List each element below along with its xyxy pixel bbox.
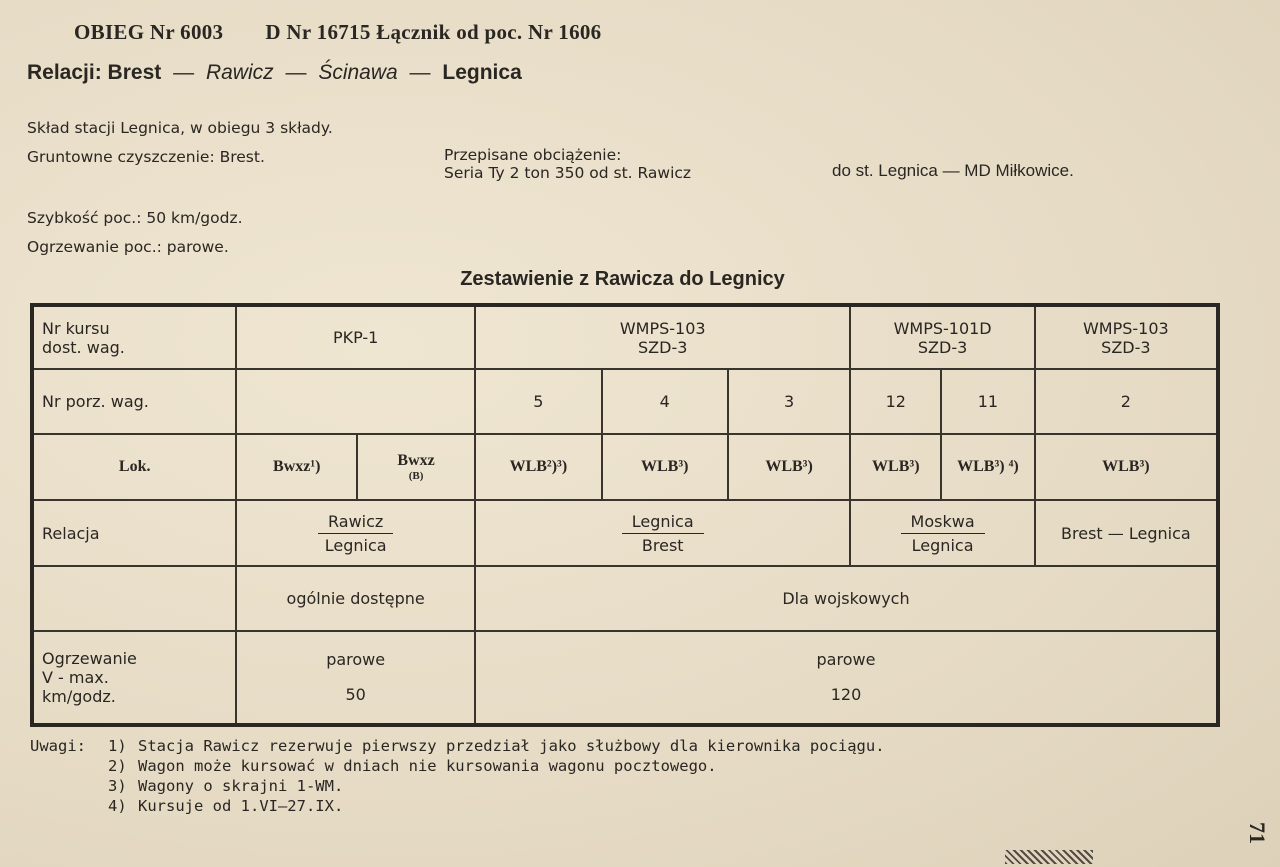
table-row bbox=[32, 500, 1218, 566]
wagon-type-cell bbox=[357, 434, 475, 500]
heating-speed-cell bbox=[236, 631, 475, 725]
load-label: Przepisane obciążenie: bbox=[444, 146, 622, 164]
route-line bbox=[27, 61, 522, 85]
course-railway: SZD-3 bbox=[1101, 337, 1151, 357]
relation-to: Brest bbox=[641, 535, 684, 555]
route-stop: Brest bbox=[107, 61, 162, 84]
load-value: Seria Ty 2 ton 350 od st. Rawicz bbox=[444, 164, 692, 182]
relation-to: Legnica bbox=[911, 535, 974, 555]
wagon-number-cell: 4 bbox=[602, 369, 728, 433]
note-item bbox=[30, 736, 885, 756]
wagon-type-sub: (B) bbox=[408, 469, 424, 482]
heating-info: Ogrzewanie poc.: parowe. bbox=[27, 238, 229, 256]
row-label: Relacja bbox=[32, 500, 236, 566]
relation-cell bbox=[475, 500, 851, 566]
relation-cell bbox=[850, 500, 1034, 566]
row-label-line: V - max. bbox=[42, 667, 109, 687]
route-stop: Legnica bbox=[442, 61, 522, 84]
route-separator: — bbox=[285, 61, 307, 84]
row-label-line: Nr kursu bbox=[42, 318, 110, 338]
route-separator: — bbox=[409, 61, 431, 84]
course-number: PKP-1 bbox=[332, 328, 379, 348]
row-label-line: Ogrzewanie bbox=[42, 648, 137, 668]
heating-speed-cell bbox=[475, 631, 1218, 725]
table-row bbox=[32, 434, 1218, 500]
wagon-number-cell: 11 bbox=[941, 369, 1035, 433]
relation-cell: Brest — Legnica bbox=[1035, 500, 1218, 566]
wagon-number-cell: 12 bbox=[850, 369, 941, 433]
wagon-type-cell: WLB³) bbox=[1035, 434, 1218, 500]
wagon-number-cell: 3 bbox=[728, 369, 851, 433]
course-cell bbox=[475, 305, 851, 369]
table-title: Zestawienie z Rawicza do Legnicy bbox=[460, 268, 785, 290]
load-destination: do st. Legnica — MD Miłkowice. bbox=[832, 161, 1074, 180]
heating-type: parowe bbox=[326, 650, 386, 670]
course-railway: SZD-3 bbox=[638, 337, 688, 357]
set-info: Skład stacji Legnica, w obiegu 3 składy. bbox=[27, 119, 333, 137]
course-cell bbox=[850, 305, 1034, 369]
row-label-line: dost. wag. bbox=[42, 337, 125, 357]
relation-from: Legnica bbox=[622, 512, 704, 534]
page-number: 71 bbox=[1245, 822, 1270, 844]
course-railway: SZD-3 bbox=[917, 337, 968, 357]
wagon-number-cell: 2 bbox=[1035, 369, 1218, 433]
route-separator: — bbox=[173, 61, 195, 84]
note-number: 1) bbox=[108, 737, 127, 755]
course-number: WMPS-101D bbox=[893, 318, 992, 338]
print-mark bbox=[1005, 850, 1093, 864]
wagon-number-cell bbox=[236, 369, 475, 433]
relation-cell bbox=[236, 500, 475, 566]
note-text: Wagon może kursować w dniach nie kursowania wagonu pocztowego. bbox=[138, 757, 717, 775]
train-number: D Nr 16715 Łącznik od poc. Nr 1606 bbox=[265, 20, 602, 44]
wagon-type-cell: WLB³) bbox=[850, 434, 941, 500]
availability-cell: ogólnie dostępne bbox=[236, 566, 475, 630]
note-item bbox=[30, 796, 885, 816]
table-row bbox=[32, 305, 1218, 369]
route-stop: Rawicz bbox=[205, 61, 274, 84]
course-cell bbox=[1035, 305, 1218, 369]
max-speed: 50 bbox=[345, 685, 366, 705]
note-item bbox=[30, 756, 885, 776]
heating-type: parowe bbox=[816, 650, 876, 670]
table-row bbox=[32, 369, 1218, 433]
row-label: Lok. bbox=[32, 434, 236, 500]
wagon-type-cell: WLB²)³) bbox=[475, 434, 602, 500]
relation-from: Rawicz bbox=[318, 512, 393, 534]
note-text: Wagony o skrajni 1-WM. bbox=[138, 777, 344, 795]
notes bbox=[30, 736, 885, 816]
cleaning-info: Gruntowne czyszczenie: Brest. bbox=[27, 148, 265, 166]
course-number: WMPS-103 bbox=[619, 318, 706, 338]
wagon-type-cell: WLB³) ⁴) bbox=[941, 434, 1035, 500]
wagon-type-cell: WLB³) bbox=[602, 434, 728, 500]
row-label: Nr porz. wag. bbox=[32, 369, 236, 433]
relation-from: Moskwa bbox=[901, 512, 985, 534]
speed-info: Szybkość poc.: 50 km/godz. bbox=[27, 209, 243, 227]
wagon-type-cell: Bwxz¹) bbox=[236, 434, 357, 500]
row-label bbox=[32, 631, 236, 725]
note-text: Stacja Rawicz rezerwuje pierwszy przedział jako służbowy dla kierownika pociągu. bbox=[138, 737, 885, 755]
note-number: 4) bbox=[108, 797, 127, 815]
row-label-line: km/godz. bbox=[42, 686, 116, 706]
route-stop: Ścinawa bbox=[318, 61, 398, 84]
note-item bbox=[30, 776, 885, 796]
note-text: Kursuje od 1.VI—27.IX. bbox=[138, 797, 344, 815]
relation-to: Legnica bbox=[324, 535, 387, 555]
max-speed: 120 bbox=[830, 685, 862, 705]
availability-cell: Dla wojskowych bbox=[475, 566, 1218, 630]
row-label bbox=[32, 566, 236, 630]
wagon-type-cell: WLB³) bbox=[728, 434, 851, 500]
course-cell bbox=[236, 305, 475, 369]
course-number: WMPS-103 bbox=[1082, 318, 1169, 338]
table-row bbox=[32, 566, 1218, 630]
wagon-type: Bwxz bbox=[397, 451, 435, 469]
header-line-1 bbox=[74, 20, 601, 45]
notes-label: Uwagi: bbox=[30, 737, 86, 755]
composition-table bbox=[30, 303, 1220, 727]
note-number: 3) bbox=[108, 777, 127, 795]
circulation-number: OBIEG Nr 6003 bbox=[74, 20, 224, 44]
note-number: 2) bbox=[108, 757, 127, 775]
table-row bbox=[32, 631, 1218, 725]
row-label bbox=[32, 305, 236, 369]
wagon-number-cell: 5 bbox=[475, 369, 602, 433]
route-label: Relacji: bbox=[27, 61, 102, 84]
